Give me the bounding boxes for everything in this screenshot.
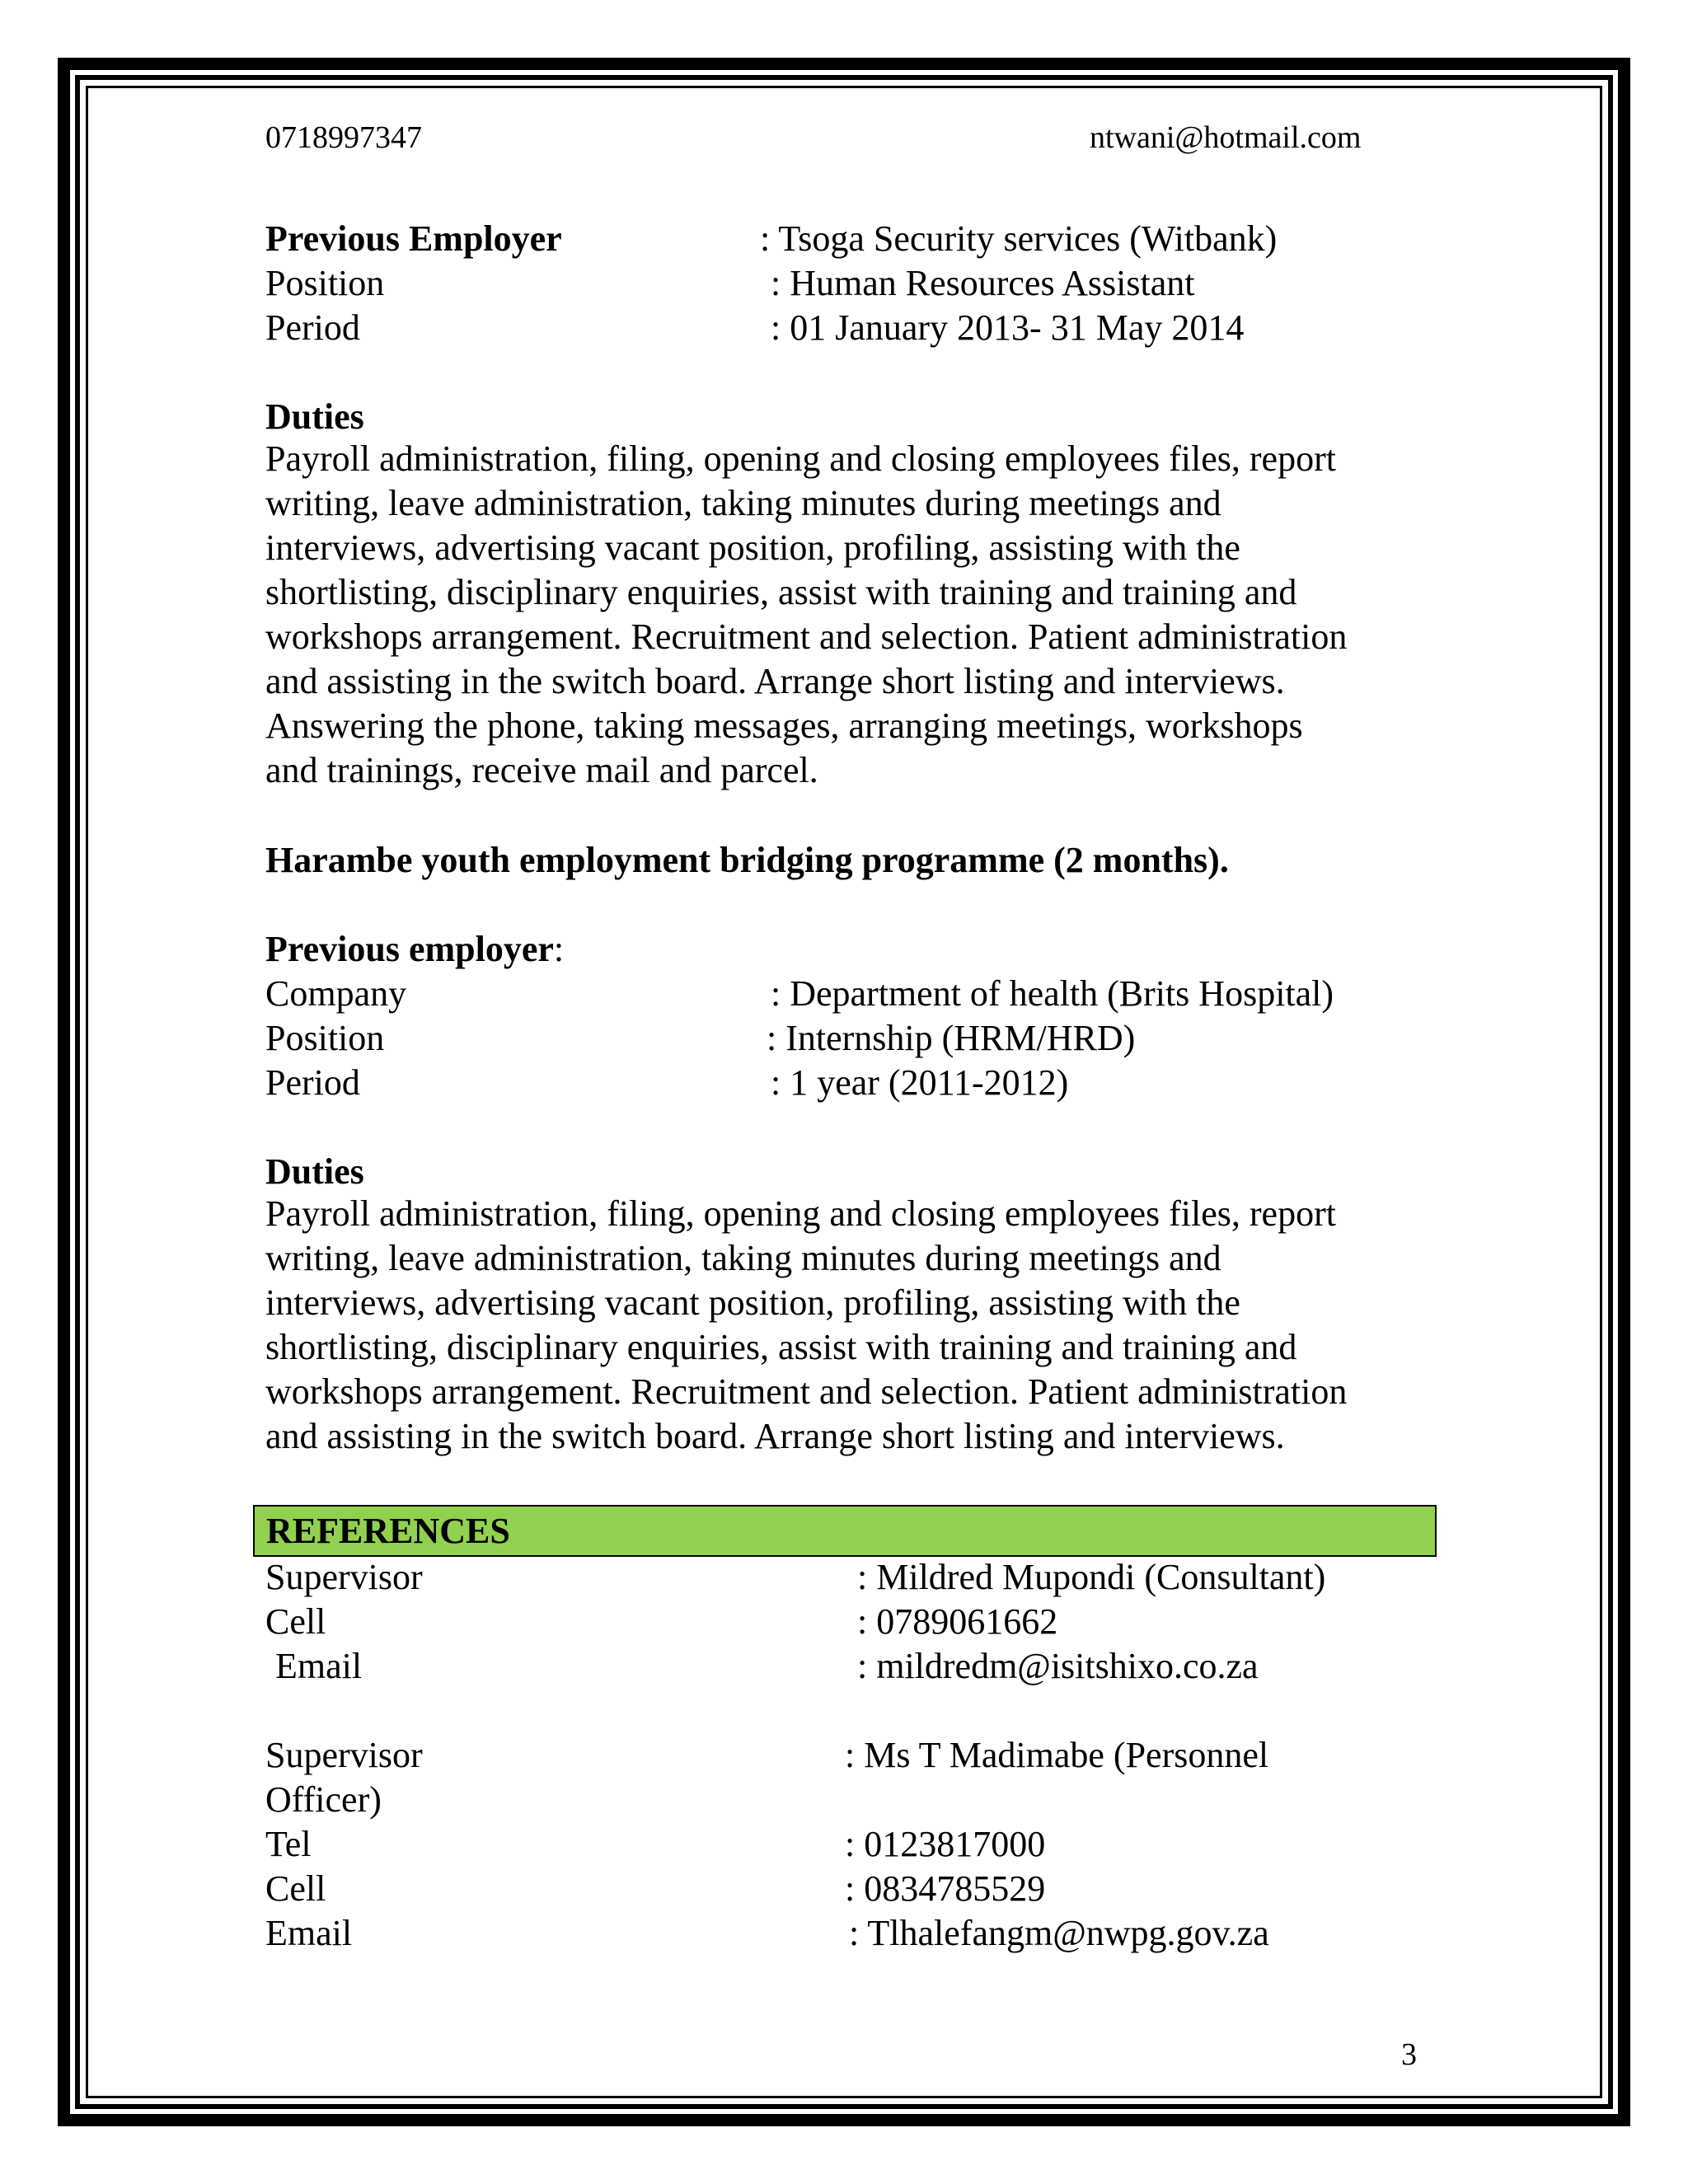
period-label: Period	[265, 1062, 360, 1103]
duties-line: Payroll administration, filing, opening and closing employees files, report	[265, 1193, 1336, 1234]
page-number: 3	[1401, 2037, 1417, 2072]
duties-line: writing, leave administration, taking minutes during meetings and	[265, 483, 1221, 523]
period-value: : 01 January 2013- 31 May 2014	[771, 307, 1245, 348]
email-value: : mildredm@isitshixo.co.za	[857, 1646, 1259, 1686]
cell-value: : 0789061662	[857, 1601, 1058, 1642]
duties-line: shortlisting, disciplinary enquiries, assist with training and training and	[265, 572, 1297, 612]
duties-line: workshops arrangement. Recruitment and selection. Patient administration	[265, 1371, 1348, 1412]
duties-heading: Duties	[265, 396, 364, 437]
cell-label: Cell	[265, 1868, 326, 1909]
references-heading: REFERENCES	[266, 1511, 510, 1551]
supervisor-value-continued: Officer)	[265, 1779, 382, 1820]
duties-line: and trainings, receive mail and parcel.	[265, 750, 818, 790]
duties-paragraph	[265, 437, 1436, 793]
duties-line: interviews, advertising vacant position, profiling, assisting with the	[265, 1282, 1240, 1323]
duties-line: shortlisting, disciplinary enquiries, assist with training and training and	[265, 1327, 1297, 1367]
employer-2-heading-line	[265, 931, 564, 968]
company-value: : Department of health (Brits Hospital)	[771, 973, 1334, 1014]
email-value: : Tlhalefangm@nwpg.gov.za	[849, 1913, 1269, 1953]
header-phone: 0718997347	[265, 120, 422, 155]
employer-2-heading-colon: :	[553, 929, 565, 969]
period-label: Period	[265, 307, 360, 348]
duties-heading: Duties	[265, 1151, 364, 1192]
supervisor-label: Supervisor	[265, 1557, 423, 1597]
cell-label: Cell	[265, 1601, 326, 1642]
duties-line: workshops arrangement. Recruitment and selection. Patient administration	[265, 616, 1348, 657]
duties-line: Answering the phone, taking messages, arranging meetings, workshops	[265, 705, 1303, 746]
position-label: Position	[265, 263, 385, 303]
duties-line: writing, leave administration, taking minutes during meetings and	[265, 1238, 1221, 1278]
employer-label: Previous Employer	[265, 218, 562, 259]
employer-value: : Tsoga Security services (Witbank)	[760, 218, 1278, 259]
period-value: : 1 year (2011-2012)	[771, 1062, 1069, 1103]
tel-value: : 0123817000	[845, 1824, 1046, 1864]
programme-title: Harambe youth employment bridging programme (2 months).	[265, 840, 1229, 880]
supervisor-value: : Ms T Madimabe (Personnel	[845, 1735, 1269, 1775]
header-email: ntwani@hotmail.com	[1090, 120, 1362, 155]
supervisor-label: Supervisor	[265, 1735, 423, 1775]
duties-line: Payroll administration, filing, opening and closing employees files, report	[265, 438, 1336, 479]
position-value: : Internship (HRM/HRD)	[767, 1018, 1136, 1058]
position-value: : Human Resources Assistant	[771, 263, 1195, 303]
duties-line: interviews, advertising vacant position, profiling, assisting with the	[265, 527, 1240, 568]
email-label: Email	[265, 1913, 353, 1953]
position-label: Position	[265, 1018, 385, 1058]
duties-line: and assisting in the switch board. Arrange short listing and interviews.	[265, 661, 1285, 701]
references-heading-bar	[253, 1505, 1437, 1557]
email-label: Email	[275, 1646, 363, 1686]
employer-2-heading: Previous employer	[265, 929, 554, 969]
duties-paragraph	[265, 1192, 1436, 1459]
cell-value: : 0834785529	[845, 1868, 1046, 1909]
duties-line: and assisting in the switch board. Arrange short listing and interviews.	[265, 1416, 1285, 1456]
tel-label: Tel	[265, 1824, 312, 1864]
company-label: Company	[265, 973, 407, 1014]
supervisor-value: : Mildred Mupondi (Consultant)	[857, 1557, 1326, 1597]
